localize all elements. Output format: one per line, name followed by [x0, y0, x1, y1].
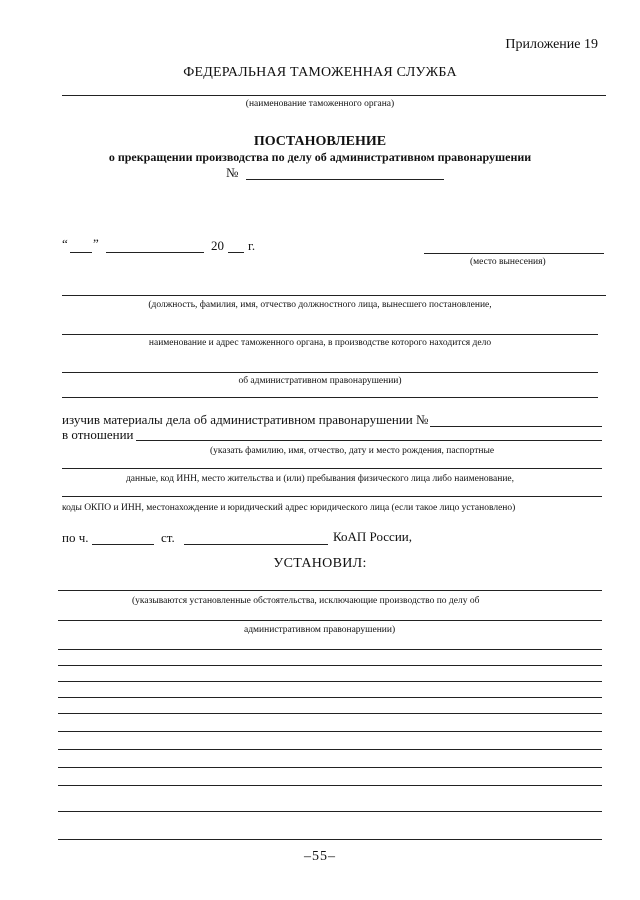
- number-label: №: [226, 165, 239, 180]
- established-caption-2: административном правонарушении): [244, 625, 396, 635]
- ruled-line[interactable]: [58, 713, 602, 714]
- official-caption-2: наименование и адрес таможенного органа, в производстве которого находится дело: [148, 338, 492, 348]
- official-line-1[interactable]: [62, 295, 606, 296]
- customs-body-line[interactable]: [62, 95, 606, 96]
- ruled-line[interactable]: [58, 839, 602, 840]
- established-line-2[interactable]: [58, 620, 602, 621]
- official-caption-3: об административном правонарушении): [238, 376, 402, 386]
- service-name: ФЕДЕРАЛЬНАЯ ТАМОЖЕННАЯ СЛУЖБА: [183, 65, 457, 80]
- code-label: КоАП России,: [333, 529, 412, 544]
- part-field-line[interactable]: [92, 544, 154, 545]
- person-caption-1: (указать фамилию, имя, отчество, дату и место рождения, паспортные: [210, 446, 495, 456]
- established-heading: УСТАНОВИЛ:: [273, 556, 367, 571]
- person-caption-2: данные, код ИНН, место жительства и (или) пребывания физического лица либо наименование,: [125, 474, 515, 484]
- appendix-label: Приложение 19: [505, 37, 598, 52]
- ruled-line[interactable]: [58, 697, 602, 698]
- official-caption-1: (должность, фамилия, имя, отчество должностного лица, вынесшего постановление,: [148, 300, 492, 310]
- year-prefix: 20: [211, 238, 224, 253]
- official-line-2[interactable]: [62, 334, 598, 335]
- page-number: –55–: [304, 849, 336, 864]
- regarding-line[interactable]: [136, 440, 602, 441]
- official-line-3[interactable]: [62, 372, 598, 373]
- place-caption: (место вынесения): [470, 257, 546, 267]
- regarding-text: в отношении: [62, 427, 134, 442]
- ruled-line[interactable]: [58, 749, 602, 750]
- article-field-line[interactable]: [184, 544, 328, 545]
- case-number-line[interactable]: [430, 426, 602, 427]
- person-line-2[interactable]: [62, 468, 602, 469]
- ruled-line[interactable]: [58, 767, 602, 768]
- customs-body-caption: (наименование таможенного органа): [245, 99, 395, 109]
- quote-close: ”: [93, 236, 99, 251]
- ruled-line[interactable]: [58, 665, 602, 666]
- ruled-line[interactable]: [58, 811, 602, 812]
- established-caption-1: (указываются установленные обстоятельства, исключающие производство по делу об: [132, 596, 480, 606]
- person-caption-3: коды ОКПО и ИНН, местонахождение и юридический адрес юридического лица (если такое лицо установлено): [62, 503, 516, 513]
- official-line-4[interactable]: [62, 397, 598, 398]
- document-title: ПОСТАНОВЛЕНИЕ: [253, 134, 387, 149]
- document-subtitle: о прекращении производства по делу об административном правонарушении: [108, 150, 532, 164]
- part-label: по ч.: [62, 530, 89, 545]
- ruled-line[interactable]: [58, 681, 602, 682]
- article-label: ст.: [161, 530, 175, 545]
- quote-open: “: [62, 236, 68, 251]
- number-field-line[interactable]: [246, 179, 444, 180]
- ruled-line[interactable]: [58, 731, 602, 732]
- year-suffix: г.: [248, 238, 256, 253]
- place-field-line[interactable]: [424, 253, 604, 254]
- year-field-line[interactable]: [228, 252, 244, 253]
- established-line-1[interactable]: [58, 590, 602, 591]
- ruled-line[interactable]: [58, 785, 602, 786]
- studied-materials-text: изучив материалы дела об административном правонарушении №: [62, 412, 429, 427]
- person-line-3[interactable]: [62, 496, 602, 497]
- ruled-line[interactable]: [58, 649, 602, 650]
- day-field-line[interactable]: [70, 252, 92, 253]
- month-field-line[interactable]: [106, 252, 204, 253]
